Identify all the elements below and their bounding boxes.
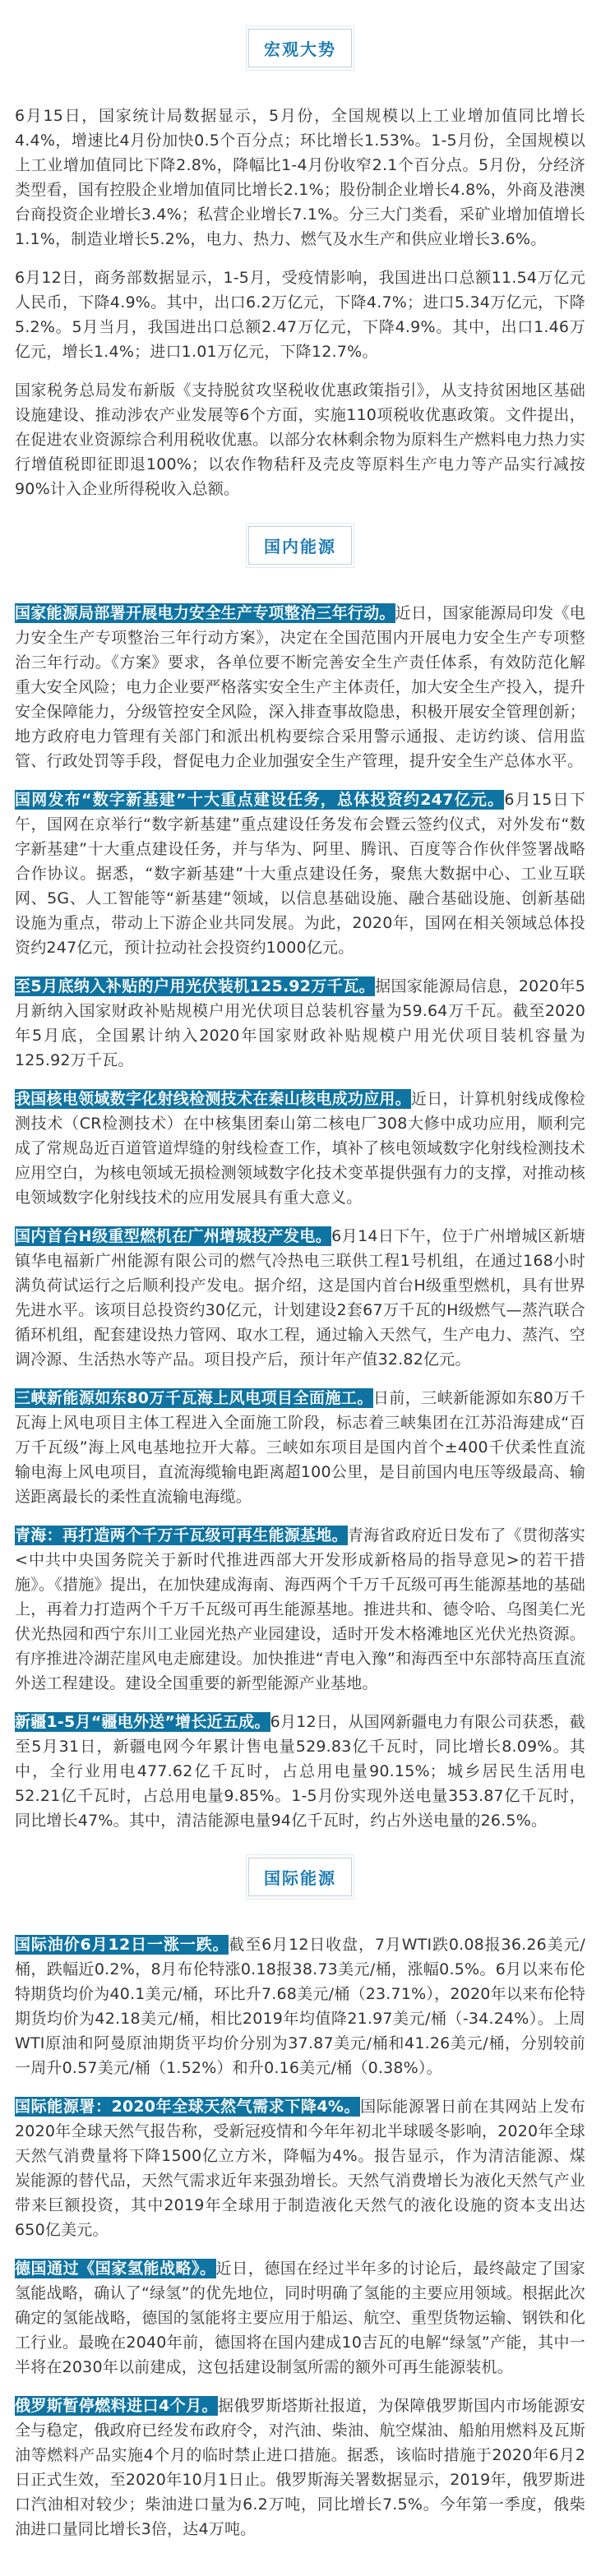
news-item xyxy=(15,2094,585,2242)
news-body-text: 日前，三峡新能源如东80万千瓦海上风电项目主体工程进入全面施工阶段，标志着三峡集团在江苏沿海建成“百万千瓦级”海上风电基地拉开大幕。三峡如东项目是国内首个±400千伏柔性直流输电海上风电项目，直流海缆输电距离超100公里，是目前国内电压等级最高、输送距离最长的柔性直流输电海缆。 xyxy=(15,1389,586,1506)
section-body xyxy=(15,104,585,501)
section-body xyxy=(15,601,585,1833)
news-item xyxy=(15,2394,585,2541)
section-header xyxy=(246,1854,354,1900)
section-body xyxy=(15,1932,585,2541)
news-body-text: 国家税务总局发布新版《支持脱贫攻坚税收优惠政策指引》，从支持贫困地区基础设施建设、推动涉农产业发展等6个方面，实施110项税收优惠政策。文件提出，在促进农业资源综合利用税收优惠。以部分农林剩余物为原料生产燃料电力热力实行增值税即征即退100%；以农作物秸秆及壳皮等原料生产电力等产品实行减按90%计入企业所得税收入总额。 xyxy=(15,381,585,498)
section xyxy=(15,1854,585,2541)
news-lead-highlight: 我国核电领域数字化射线检测技术在秦山核电成功应用。 xyxy=(15,1090,411,1108)
news-item xyxy=(15,601,585,773)
section xyxy=(15,523,585,1833)
news-item xyxy=(15,1523,585,1696)
news-lead-highlight: 三峡新能源如东80万千瓦海上风电项目全面施工。 xyxy=(15,1389,373,1407)
news-lead-highlight: 青海：再打造两个千万千瓦级可再生能源基地。 xyxy=(15,1526,348,1544)
news-body-text: 青海省政府近日发布了《贯彻落实<中共中央国务院关于新时代推进西部大开发形成新格局的指导意见>的若干措施》。《措施》提出，在加快建成海南、海西两个千万千瓦级可再生能源基地的基础上，再着力打造两个千万千瓦级可再生能源基地。推进共和、德令哈、乌图美仁光伏光热园和西宁东川工业园光热产业园建设，适时开发木格滩地区光伏光热资源。有序推进冷湖茫崖风电走廊建设。加快推进“青电入豫”和海西至中东部特高压直流外送工程建设。建设全国重要的新型能源产业基地。 xyxy=(15,1526,585,1692)
news-body-text: 据国家能源局信息，2020年5月新纳入国家财政补贴规模户用光伏项目总装机容量为59.64万千瓦。截至2020年5月底，全国累计纳入2020年国家财政补贴规模户用光伏项目装机容量为125.92万千瓦。 xyxy=(15,977,585,1069)
news-body-text: 6月15日下午，国网在京举行“数字新基建”重点建设任务发布会暨云签约仪式，对外发布“数字新基建”十大重点建设任务，并与华为、阿里、腾讯、百度等合作伙伴签署战略合作协议。据悉，“数字新基建”十大重点建设任务，聚焦大数据中心、工业互联网、5G、人工智能等“新基建”领域，以信息基础设施、融合基础设施、创新基础设施为重点，带动上下游企业共同发展。为此，2020年，国网在相关领域总体投资约247亿元，预计拉动社会投资约1000亿元。 xyxy=(15,791,585,957)
news-body-text: 6月15日，国家统计局数据显示，5月份，全国规模以上工业增加值同比增长4.4%，增速比4月份加快0.5个百分点；环比增长1.53%。1-5月份，全国规模以上工业增加值同比下降2.8%，降幅比1-4月份收窄2.1个百分点。5月份，分经济类型看，国有控股企业增加值同比增长2.1%；股份制企业增长4.8%，外商及港澳台商投资企业增长3.4%；私营企业增长7.1%。分三大门类看，采矿业增加值增长1.1%，制造业增长5.2%，电力、热力、燃气及水生产和供应业增长3.6%。 xyxy=(15,107,585,248)
news-body-text: 截至6月12日收盘，7月WTI跌0.08报36.26美元/桶，跌幅近0.2%，8月布伦特涨0.18报38.73美元/桶，涨幅0.5%。6月以来布伦特期货均价为40.1美元/桶，环比升7.68美元/桶（23.71%），2020年以来布伦特期货均价为42.18美元/桶，相比2019年均值降21.97美元/桶（-34.24%）。上周WTI原油和阿曼原油期货平均价分别为37.87美元/桶和41.26美元/桶，分别较前一周升0.57美元/桶（1.52%）和升0.16美元/桶（0.38%）。 xyxy=(15,1936,585,2077)
news-lead-highlight: 国际能源署：2020年全球天然气需求下降4%。 xyxy=(15,2098,361,2116)
section-title: 国际能源 xyxy=(264,1868,336,1888)
news-item xyxy=(15,378,585,501)
news-lead-highlight: 国内首台H级重型燃机在广州增城投产发电。 xyxy=(15,1227,332,1245)
news-body-text: 近日，德国在经过半年多的讨论后，最终敲定了国家氢能战略，确认了“绿氢”的优先地位，同时明确了氢能的主要应用领域。根据此次确定的氢能战略，德国的氢能将主要应用于船运、航空、重型货物运输、钢铁和化工行业。最晚在2040年前，德国将在国内建成10吉瓦的电解“绿氢”产能，其中一半将在2030年以前建成，这包括建设制氢所需的额外可再生能源装机。 xyxy=(15,2260,585,2376)
section xyxy=(15,25,585,501)
section-header-box xyxy=(248,1858,352,1896)
news-item xyxy=(15,1710,585,1833)
news-lead-highlight: 新疆1-5月“疆电外送”增长近五成。 xyxy=(15,1713,270,1731)
news-item xyxy=(15,1087,585,1210)
news-body-text: 6月14日下午，位于广州增城区新塘镇华电福新广州能源有限公司的燃气冷热电三联供工程1号机组，在通过168小时满负荷试运行之后顺利投产发电。据介绍，这是国内首台H级重型燃机，具有世界先进水平。该项目总投资约30亿元，计划建设2套67万千瓦的H级燃气—蒸汽联合循环机组，配套建设热力管网、取水工程，通过输入天然气，生产电力、蒸汽、空调冷源、生活热水等产品。项目投产后，预计年产值32.82亿元。 xyxy=(15,1227,586,1369)
news-body-text: 据俄罗斯塔斯社报道，为保障俄罗斯国内市场能源安全与稳定，俄政府已经发布政府令，对汽油、柴油、航空煤油、船舶用燃料及瓦斯油等燃料产品实施4个月的临时禁止进口措施。据悉，该临时措施于2020年6月2日正式生效，至2020年10月1日止。俄罗斯海关署数据显示，2019年，俄罗斯进口汽油相对较少；柴油进口量为6.2万吨，同比增长7.5%。今年第一季度，俄柴油进口量同比增长3倍，达4万吨。 xyxy=(15,2397,585,2538)
news-lead-highlight: 俄罗斯暂停燃料进口4个月。 xyxy=(15,2397,219,2415)
news-item xyxy=(15,1224,585,1372)
news-item xyxy=(15,974,585,1073)
news-lead-highlight: 国际油价6月12日一涨一跌。 xyxy=(15,1936,229,1954)
news-lead-highlight: 国网发布“数字新基建”十大重点建设任务，总体投资约247亿元。 xyxy=(15,791,505,809)
section-title: 国内能源 xyxy=(264,537,336,556)
news-item xyxy=(15,1386,585,1509)
news-item xyxy=(15,265,585,364)
news-item xyxy=(15,1932,585,2080)
news-lead-highlight: 德国通过《国家氢能战略》。 xyxy=(15,2260,216,2278)
news-body-text: 6月12日，从国网新疆电力有限公司获悉，截至5月31日，新疆电网今年累计售电量529.83亿千瓦时，同比增长8.09%。其中，全行业用电477.62亿千瓦时，占总用电量90.15%；城乡居民生活用电52.21亿千瓦时，占总用电量9.85%。1-5月份实现外送电量353.87亿千瓦时，同比增长47%。其中，清洁能源电量94亿千瓦时，约占外送电量的26.5%。 xyxy=(15,1713,586,1830)
news-item xyxy=(15,2256,585,2380)
news-lead-highlight: 至5月底纳入补贴的户用光伏装机125.92万千瓦。 xyxy=(15,977,376,995)
news-body-text: 6月12日，商务部数据显示，1-5月，受疫情影响，我国进出口总额11.54万亿元人民币，下降4.9%。其中，出口6.2万亿元，下降4.7%；进口5.34万亿元，下降5.2%。5月当月，我国进出口总额2.47万亿元，下降4.9%。其中，出口1.46万亿元，增长1.4%；进口1.01万亿元，下降12.7%。 xyxy=(15,269,585,361)
news-body-text: 近日，国家能源局印发《电力安全生产专项整治三年行动方案》，决定在全国范围内开展电力安全生产专项整治三年行动。《方案》要求，各单位要不断完善安全生产责任体系，有效防范化解重大安全风险；电力企业要严格落实安全生产主体责任，加大安全生产投入，提升安全保障能力，分级管控安全风险，深入排查事故隐患，积极开展安全管理创新；地方政府电力管理有关部门和派出机构要综合采用警示通报、走访约谈、信用监管、行政处罚等手段，督促电力企业加强安全生产管理，提升安全生产总体水平。 xyxy=(15,604,585,770)
news-body-text: 近日，计算机射线成像检测技术（CR检测技术）在中核集团秦山第二核电厂308大修中成功应用，顺利完成了常规岛近百道管道焊缝的射线检查工作，填补了核电领域数字化射线检测技术应用空白，为核电领域无损检测领域数字化技术变革提供强有力的支撑，对推动核电领域数字化射线技术的应用发展具有重大意义。 xyxy=(15,1090,585,1207)
section-header xyxy=(246,523,354,568)
section-title: 宏观大势 xyxy=(264,39,336,59)
news-item xyxy=(15,104,585,252)
news-item xyxy=(15,787,585,960)
news-body-text: 国际能源署日前在其网站上发布2020年全球天然气报告称，受新冠疫情和今年年初北半球暖冬影响，2020年全球天然气消费量将下降1500亿立方米，降幅为4%。报告显示，作为清洁能源、煤炭能源的替代品，天然气需求近年来强劲增长。天然气消费增长为液化天然气产业带来巨额投资，其中2019年全球用于制造液化天然气的液化设施的资本支出达650亿美元。 xyxy=(15,2098,585,2239)
section-header-box xyxy=(248,29,352,67)
section-header-box xyxy=(248,526,352,565)
section-header xyxy=(246,25,354,71)
news-lead-highlight: 国家能源局部署开展电力安全生产专项整治三年行动。 xyxy=(15,604,395,622)
